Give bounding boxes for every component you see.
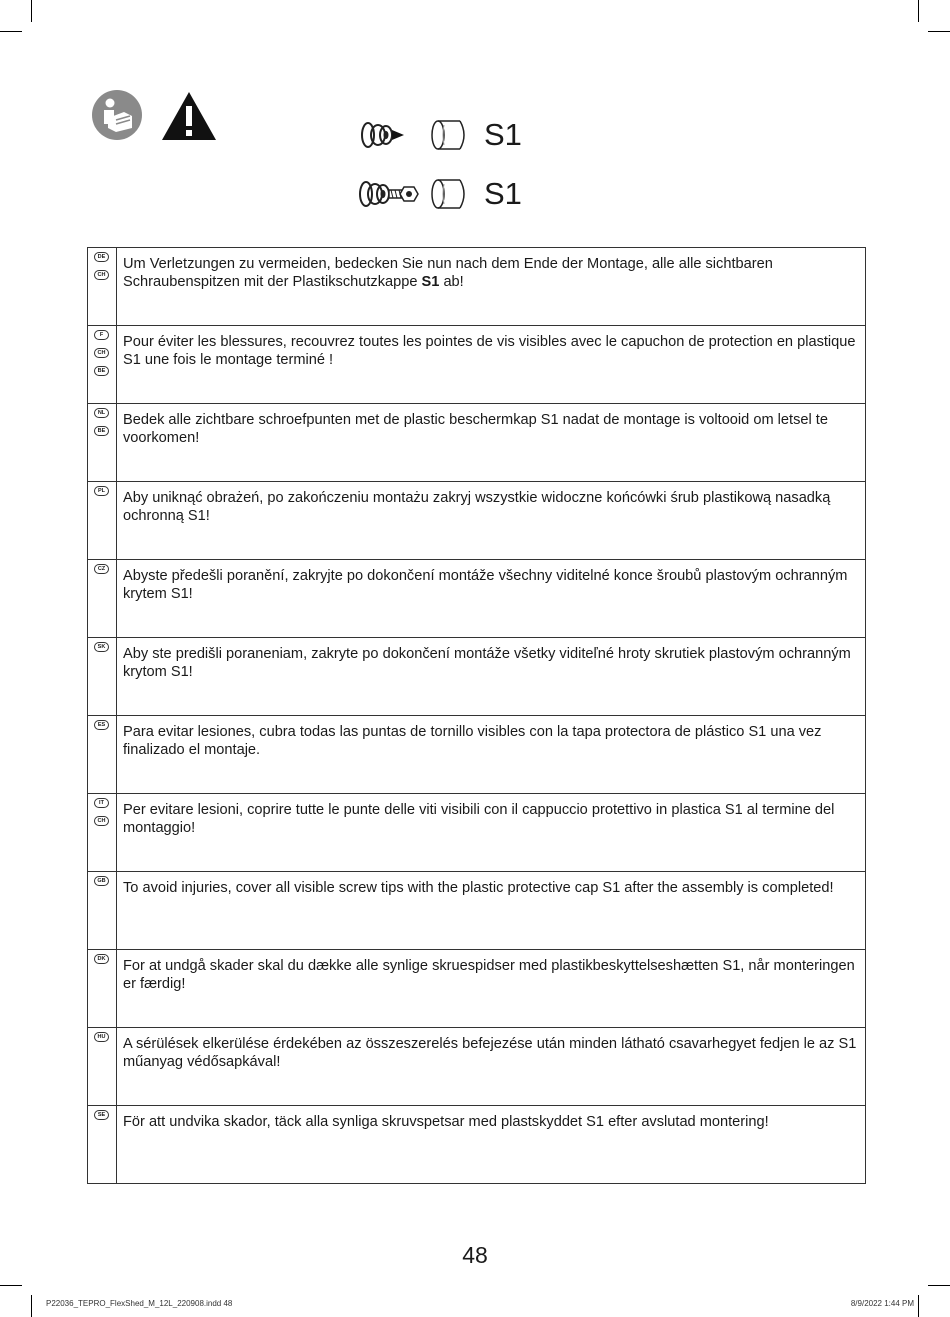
language-code-badge: F	[94, 330, 109, 340]
table-row	[88, 638, 866, 716]
table-row	[88, 326, 866, 404]
warning-text: Aby uniknąć obrażeń, po zakończeniu montażu zakryj wszystkie widoczne końcówki śrub plastikową nasadką ochronną S1!	[123, 490, 831, 524]
warning-text-cell	[117, 950, 866, 1028]
language-code-badge: CH	[94, 270, 109, 280]
crop-mark	[0, 1285, 22, 1286]
language-flags-cell	[88, 1106, 117, 1184]
language-code-badge: CH	[94, 348, 109, 358]
table-row	[88, 950, 866, 1028]
language-flags-cell	[88, 560, 117, 638]
language-code-badge: DK	[94, 954, 109, 964]
table-row	[88, 1106, 866, 1184]
language-code-badge: SK	[94, 642, 109, 652]
warning-text-cell	[117, 872, 866, 950]
safety-icons	[92, 90, 222, 142]
warning-text-cell	[117, 482, 866, 560]
language-code-badge: HU	[94, 1032, 109, 1042]
warning-text: For at undgå skader skal du dække alle synlige skruespidser med plastikbeskyttelseshætten S1, når monteringen er færdig!	[123, 958, 855, 992]
warning-text: Aby ste predišli poraneniam, zakryte po dokončení montáže všetky viditeľné hroty skrutiek plastovým ochranným krytom S1!	[123, 646, 851, 680]
warning-text-cell	[117, 716, 866, 794]
warning-text-cell	[117, 638, 866, 716]
language-flags-cell	[88, 950, 117, 1028]
language-flags-cell	[88, 716, 117, 794]
table-row	[88, 794, 866, 872]
table-row	[88, 560, 866, 638]
part-s1-screw	[358, 117, 522, 153]
language-code-badge: CH	[94, 816, 109, 826]
warning-text: Pour éviter les blessures, recouvrez toutes les pointes de vis visibles avec le capuchon de protection en plastique S1 une fois le montage terminé !	[123, 334, 856, 368]
crop-mark	[928, 1285, 950, 1286]
warning-text-cell	[117, 560, 866, 638]
crop-mark	[31, 0, 32, 22]
warning-text: ab!	[439, 274, 464, 290]
language-code-badge: ES	[94, 720, 109, 730]
table-row	[88, 872, 866, 950]
warning-text-cell	[117, 326, 866, 404]
crop-mark	[0, 31, 22, 32]
language-code-badge: BE	[94, 366, 109, 376]
language-flags-cell	[88, 248, 117, 326]
page-number: 48	[462, 1242, 488, 1268]
warning-text-bold: S1	[421, 274, 440, 290]
warning-text-cell	[117, 1106, 866, 1184]
table-row	[88, 716, 866, 794]
table-row	[88, 482, 866, 560]
warning-text: Bedek alle zichtbare schroefpunten met de plastic beschermkap S1 nadat de montage is voltooid om letsel te voorkomen!	[123, 412, 828, 446]
warning-text: För att undvika skador, täck alla synliga skruvspetsar med plastskyddet S1 efter avslutad montering!	[123, 1114, 769, 1130]
language-code-badge: GB	[94, 876, 109, 886]
language-flags-cell	[88, 794, 117, 872]
warning-text: To avoid injuries, cover all visible screw tips with the plastic protective cap S1 after the assembly is completed!	[123, 880, 834, 896]
warning-text-cell	[117, 1028, 866, 1106]
table-row	[88, 1028, 866, 1106]
language-flags-cell	[88, 482, 117, 560]
warning-table	[87, 247, 866, 1184]
warning-text: Abyste předešli poranění, zakryjte po dokončení montáže všechny viditelné konce šroubů plastovým ochranným krytem S1!	[123, 568, 848, 602]
part-label: S1	[484, 117, 522, 152]
language-flags-cell	[88, 872, 117, 950]
language-flags-cell	[88, 638, 117, 716]
language-flags-cell	[88, 326, 117, 404]
warning-text: Um Verletzungen zu vermeiden, bedecken Sie nun nach dem Ende der Montage, alle alle sichtbaren Schraubenspitzen mit der Plastikschutzkappe	[123, 256, 773, 290]
table-row	[88, 248, 866, 326]
language-flags-cell	[88, 1028, 117, 1106]
part-label: S1	[484, 176, 522, 211]
language-code-badge: SE	[94, 1110, 109, 1120]
warning-text-cell	[117, 794, 866, 872]
crop-mark	[918, 0, 919, 22]
crop-mark	[928, 31, 950, 32]
footer-file: P22036_TEPRO_FlexShed_M_12L_220908.indd 48	[46, 1299, 233, 1308]
language-code-badge: IT	[94, 798, 109, 808]
warning-text-cell	[117, 248, 866, 326]
warning-text: A sérülések elkerülése érdekében az összeszerelés befejezése után minden látható csavarhegyet fedjen le az S1 műanyag védősapkával!	[123, 1036, 857, 1070]
warning-text: Para evitar lesiones, cubra todas las puntas de tornillo visibles con la tapa protectora de plástico S1 una vez finalizado el montaje.	[123, 724, 822, 758]
part-s1-bolt	[358, 176, 522, 212]
language-code-badge: PL	[94, 486, 109, 496]
language-code-badge: CZ	[94, 564, 109, 574]
crop-mark	[918, 1295, 919, 1317]
language-code-badge: BE	[94, 426, 109, 436]
bolt-nut-with-cap-icon	[358, 176, 468, 212]
screw-with-cap-icon	[358, 117, 468, 153]
language-code-badge: DE	[94, 252, 109, 262]
warning-text-cell	[117, 404, 866, 482]
crop-mark	[31, 1295, 32, 1317]
warning-text: Per evitare lesioni, coprire tutte le punte delle viti visibili con il cappuccio protettivo in plastica S1 al termine del montaggio!	[123, 802, 835, 836]
footer-timestamp: 8/9/2022 1:44 PM	[850, 1299, 914, 1308]
table-row	[88, 404, 866, 482]
language-code-badge: NL	[94, 408, 109, 418]
read-manual-icon	[92, 90, 222, 142]
language-flags-cell	[88, 404, 117, 482]
